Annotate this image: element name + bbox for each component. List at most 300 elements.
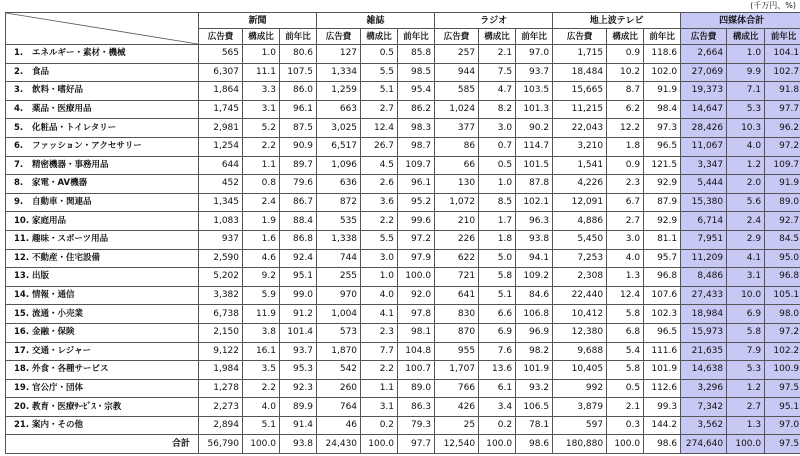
value-cell: 86.0 <box>280 82 317 101</box>
value-cell: 5.3 <box>727 361 765 380</box>
value-cell: 2.2 <box>243 137 280 156</box>
value-cell: 4.6 <box>243 249 280 268</box>
value-cell: 2.7 <box>727 398 765 417</box>
value-cell: 11,209 <box>681 249 727 268</box>
value-cell: 2,273 <box>199 398 243 417</box>
category-name: 流通・小売業 <box>32 308 84 319</box>
value-cell: 18,984 <box>681 305 727 324</box>
value-cell: 5.9 <box>243 286 280 305</box>
category-name: 薬品・医療用品 <box>32 104 92 115</box>
media-header-magazine: 雑誌 <box>317 13 435 29</box>
value-cell: 92.9 <box>644 175 681 194</box>
value-cell: 101.9 <box>644 361 681 380</box>
category-name: 家電・AV機器 <box>32 178 88 189</box>
value-cell: 3,025 <box>317 119 361 138</box>
category-name: 趣味・スポーツ用品 <box>32 234 109 245</box>
value-cell: 1.8 <box>607 137 644 156</box>
value-cell: 2,894 <box>199 416 243 435</box>
category-cell <box>6 82 199 101</box>
value-cell: 11,067 <box>681 137 727 156</box>
value-cell: 101.9 <box>516 361 553 380</box>
value-cell: 3.8 <box>243 323 280 342</box>
value-cell: 12,540 <box>435 435 479 454</box>
value-cell: 1,745 <box>199 100 243 119</box>
value-cell: 1.1 <box>243 156 280 175</box>
value-cell: 4,886 <box>553 212 607 231</box>
category-name: 情報・通信 <box>32 290 75 301</box>
value-cell: 7.7 <box>361 342 398 361</box>
category-cell <box>6 45 199 64</box>
category-name: 自動車・関連品 <box>32 197 92 208</box>
value-cell: 89.9 <box>280 398 317 417</box>
category-cell <box>6 416 199 435</box>
value-cell: 5.6 <box>727 193 765 212</box>
value-cell: 14,638 <box>681 361 727 380</box>
media-header-radio: ラジオ <box>435 13 553 29</box>
value-cell: 10.3 <box>727 119 765 138</box>
value-cell: 3,210 <box>553 137 607 156</box>
table-row <box>6 342 800 361</box>
table-row <box>6 305 800 324</box>
value-cell: 97.0 <box>765 416 800 435</box>
value-cell: 4.7 <box>479 82 516 101</box>
value-cell: 84.5 <box>765 230 800 249</box>
value-cell: 95.1 <box>280 268 317 287</box>
category-number: 3. <box>14 85 24 96</box>
value-cell: 6,517 <box>317 137 361 156</box>
value-cell: 15,973 <box>681 323 727 342</box>
value-cell: 19,373 <box>681 82 727 101</box>
value-cell: 1.0 <box>727 45 765 64</box>
value-cell: 66 <box>435 156 479 175</box>
value-cell: 91.9 <box>765 175 800 194</box>
value-cell: 2,664 <box>681 45 727 64</box>
category-cell <box>6 119 199 138</box>
value-cell: 5.8 <box>607 361 644 380</box>
table-row <box>6 323 800 342</box>
value-cell: 644 <box>199 156 243 175</box>
value-cell: 2.2 <box>361 361 398 380</box>
value-cell: 5,450 <box>553 230 607 249</box>
value-cell: 109.7 <box>765 156 800 175</box>
value-cell: 109.2 <box>516 268 553 287</box>
value-cell: 597 <box>553 416 607 435</box>
value-cell: 79.6 <box>280 175 317 194</box>
value-cell: 535 <box>317 212 361 231</box>
value-cell: 3,347 <box>681 156 727 175</box>
category-name: 化粧品・トイレタリー <box>32 122 117 133</box>
value-cell: 7.6 <box>479 342 516 361</box>
total-label: 合計 <box>6 435 199 454</box>
value-cell: 1,707 <box>435 361 479 380</box>
value-cell: 1,338 <box>317 230 361 249</box>
value-cell: 1.9 <box>243 212 280 231</box>
value-cell: 426 <box>435 398 479 417</box>
value-cell: 12,380 <box>553 323 607 342</box>
value-cell: 1.3 <box>607 268 644 287</box>
category-number: 7. <box>14 159 24 170</box>
category-cell <box>6 323 199 342</box>
value-cell: 2,590 <box>199 249 243 268</box>
value-cell: 944 <box>435 63 479 82</box>
table-row <box>6 416 800 435</box>
value-cell: 2.2 <box>361 212 398 231</box>
value-cell: 2.0 <box>727 175 765 194</box>
value-cell: 97.8 <box>398 305 435 324</box>
value-cell: 1,254 <box>199 137 243 156</box>
subheader-cell: 広告費 <box>199 29 243 45</box>
media-header-row <box>6 13 800 29</box>
value-cell: 0.5 <box>361 45 398 64</box>
value-cell: 144.2 <box>644 416 681 435</box>
subheader-cell: 構成比 <box>607 29 644 45</box>
value-cell: 1,004 <box>317 305 361 324</box>
subheader-cell: 広告費 <box>681 29 727 45</box>
value-cell: 830 <box>435 305 479 324</box>
value-cell: 5.0 <box>479 249 516 268</box>
value-cell: 100.7 <box>398 361 435 380</box>
value-cell: 121.5 <box>644 156 681 175</box>
value-cell: 2.7 <box>361 100 398 119</box>
subheader-cell: 構成比 <box>243 29 280 45</box>
table-row <box>6 379 800 398</box>
value-cell: 5.1 <box>243 416 280 435</box>
value-cell: 955 <box>435 342 479 361</box>
value-cell: 86 <box>435 137 479 156</box>
value-cell: 585 <box>435 82 479 101</box>
value-cell: 9.9 <box>727 63 765 82</box>
value-cell: 98.0 <box>765 305 800 324</box>
value-cell: 1,096 <box>317 156 361 175</box>
value-cell: 3,879 <box>553 398 607 417</box>
value-cell: 84.6 <box>516 286 553 305</box>
value-cell: 101.3 <box>516 100 553 119</box>
table-row <box>6 175 800 194</box>
table-body <box>6 45 800 454</box>
value-cell: 21,635 <box>681 342 727 361</box>
value-cell: 104.8 <box>398 342 435 361</box>
category-number: 4. <box>14 104 24 115</box>
value-cell: 6.8 <box>607 323 644 342</box>
category-number: 21. <box>14 420 30 431</box>
value-cell: 96.8 <box>765 268 800 287</box>
category-number: 9. <box>14 197 24 208</box>
value-cell: 93.2 <box>516 379 553 398</box>
value-cell: 3.0 <box>479 119 516 138</box>
value-cell: 3.4 <box>479 398 516 417</box>
table-row <box>6 249 800 268</box>
value-cell: 26.7 <box>361 137 398 156</box>
value-cell: 5,444 <box>681 175 727 194</box>
category-number: 10. <box>14 215 30 226</box>
value-cell: 22,043 <box>553 119 607 138</box>
value-cell: 5.1 <box>479 286 516 305</box>
value-cell: 100.0 <box>398 268 435 287</box>
value-cell: 1.8 <box>479 230 516 249</box>
value-cell: 95.2 <box>398 193 435 212</box>
value-cell: 6.7 <box>607 193 644 212</box>
value-cell: 96.5 <box>644 323 681 342</box>
value-cell: 4.1 <box>727 249 765 268</box>
value-cell: 1,541 <box>553 156 607 175</box>
table-row <box>6 82 800 101</box>
value-cell: 97.3 <box>644 119 681 138</box>
category-name: 不動産・住宅設備 <box>32 252 101 263</box>
value-cell: 1,072 <box>435 193 479 212</box>
value-cell: 12.2 <box>607 119 644 138</box>
value-cell: 94.1 <box>516 249 553 268</box>
value-cell: 5,202 <box>199 268 243 287</box>
value-cell: 102.1 <box>516 193 553 212</box>
value-cell: 0.3 <box>607 416 644 435</box>
table-row <box>6 193 800 212</box>
value-cell: 4.0 <box>607 249 644 268</box>
value-cell: 106.8 <box>516 305 553 324</box>
category-name: ファッション・アクセサリー <box>32 141 142 152</box>
value-cell: 255 <box>317 268 361 287</box>
value-cell: 78.1 <box>516 416 553 435</box>
value-cell: 15,380 <box>681 193 727 212</box>
value-cell: 1.0 <box>361 268 398 287</box>
value-cell: 89.7 <box>280 156 317 175</box>
value-cell: 8.2 <box>479 100 516 119</box>
value-cell: 5.4 <box>607 342 644 361</box>
value-cell: 11.9 <box>243 305 280 324</box>
category-cell <box>6 63 199 82</box>
value-cell: 2.4 <box>243 193 280 212</box>
value-cell: 452 <box>199 175 243 194</box>
value-cell: 2,981 <box>199 119 243 138</box>
value-cell: 86.2 <box>398 100 435 119</box>
value-cell: 8,486 <box>681 268 727 287</box>
value-cell: 98.5 <box>398 63 435 82</box>
value-cell: 101.4 <box>280 323 317 342</box>
value-cell: 2.3 <box>361 323 398 342</box>
value-cell: 1,345 <box>199 193 243 212</box>
value-cell: 98.6 <box>644 435 681 454</box>
value-cell: 24,430 <box>317 435 361 454</box>
subheader-cell: 広告費 <box>435 29 479 45</box>
value-cell: 4,226 <box>553 175 607 194</box>
category-cell <box>6 286 199 305</box>
value-cell: 105.1 <box>765 286 800 305</box>
value-cell: 95.0 <box>765 249 800 268</box>
value-cell: 2.3 <box>607 175 644 194</box>
value-cell: 100.9 <box>765 361 800 380</box>
value-cell: 1,715 <box>553 45 607 64</box>
value-cell: 111.6 <box>644 342 681 361</box>
table-row <box>6 45 800 64</box>
value-cell: 98.2 <box>516 342 553 361</box>
value-cell: 81.1 <box>644 230 681 249</box>
category-number: 18. <box>14 364 30 375</box>
value-cell: 92.3 <box>280 379 317 398</box>
value-cell: 6,714 <box>681 212 727 231</box>
value-cell: 96.1 <box>280 100 317 119</box>
value-cell: 0.2 <box>479 416 516 435</box>
category-name: 金融・保険 <box>32 327 75 338</box>
value-cell: 91.2 <box>280 305 317 324</box>
value-cell: 100.0 <box>243 435 280 454</box>
value-cell: 86.7 <box>280 193 317 212</box>
value-cell: 97.2 <box>765 137 800 156</box>
value-cell: 99.3 <box>644 398 681 417</box>
value-cell: 663 <box>317 100 361 119</box>
category-cell <box>6 137 199 156</box>
value-cell: 130 <box>435 175 479 194</box>
value-cell: 11,215 <box>553 100 607 119</box>
value-cell: 97.7 <box>398 435 435 454</box>
value-cell: 0.2 <box>361 416 398 435</box>
value-cell: 2.4 <box>727 212 765 231</box>
category-number: 2. <box>14 66 24 77</box>
category-cell <box>6 342 199 361</box>
value-cell: 1,024 <box>435 100 479 119</box>
value-cell: 1.0 <box>479 175 516 194</box>
value-cell: 636 <box>317 175 361 194</box>
value-cell: 27,433 <box>681 286 727 305</box>
value-cell: 95.4 <box>398 82 435 101</box>
value-cell: 89.0 <box>398 379 435 398</box>
value-cell: 9.2 <box>243 268 280 287</box>
category-name: 交通・レジャー <box>32 345 92 356</box>
subheader-cell: 前年比 <box>765 29 800 45</box>
value-cell: 95.1 <box>765 398 800 417</box>
value-cell: 1.0 <box>243 45 280 64</box>
value-cell: 97.2 <box>398 230 435 249</box>
category-number: 14. <box>14 290 30 301</box>
value-cell: 27,069 <box>681 63 727 82</box>
value-cell: 3.1 <box>361 398 398 417</box>
value-cell: 4.0 <box>361 286 398 305</box>
value-cell: 102.3 <box>644 305 681 324</box>
value-cell: 1,259 <box>317 82 361 101</box>
category-number: 11. <box>14 234 30 245</box>
value-cell: 5.8 <box>607 305 644 324</box>
value-cell: 107.6 <box>644 286 681 305</box>
table-row <box>6 119 800 138</box>
category-name: 精密機器・事務用品 <box>32 159 109 170</box>
value-cell: 14,647 <box>681 100 727 119</box>
table-row <box>6 137 800 156</box>
value-cell: 257 <box>435 45 479 64</box>
ad-expenditure-table <box>5 12 800 454</box>
value-cell: 1.2 <box>727 379 765 398</box>
category-name: 官公庁・団体 <box>32 382 84 393</box>
value-cell: 91.4 <box>280 416 317 435</box>
value-cell: 7.9 <box>727 342 765 361</box>
value-cell: 6,738 <box>199 305 243 324</box>
value-cell: 6.6 <box>479 305 516 324</box>
value-cell: 5.2 <box>243 119 280 138</box>
value-cell: 5.5 <box>361 63 398 82</box>
value-cell: 95.3 <box>280 361 317 380</box>
value-cell: 93.7 <box>280 342 317 361</box>
subheader-cell: 広告費 <box>553 29 607 45</box>
value-cell: 1,870 <box>317 342 361 361</box>
value-cell: 112.6 <box>644 379 681 398</box>
value-cell: 377 <box>435 119 479 138</box>
value-cell: 210 <box>435 212 479 231</box>
value-cell: 2.9 <box>727 230 765 249</box>
value-cell: 91.9 <box>644 82 681 101</box>
value-cell: 2.1 <box>479 45 516 64</box>
value-cell: 12.4 <box>361 119 398 138</box>
value-cell: 102.2 <box>765 342 800 361</box>
value-cell: 16.1 <box>243 342 280 361</box>
value-cell: 970 <box>317 286 361 305</box>
value-cell: 90.2 <box>516 119 553 138</box>
value-cell: 7.5 <box>479 63 516 82</box>
value-cell: 96.2 <box>765 119 800 138</box>
value-cell: 870 <box>435 323 479 342</box>
category-cell <box>6 361 199 380</box>
value-cell: 8.5 <box>479 193 516 212</box>
value-cell: 0.9 <box>607 156 644 175</box>
value-cell: 1,334 <box>317 63 361 82</box>
value-cell: 87.8 <box>516 175 553 194</box>
value-cell: 7.1 <box>727 82 765 101</box>
category-cell <box>6 156 199 175</box>
value-cell: 96.3 <box>516 212 553 231</box>
category-number: 12. <box>14 252 30 263</box>
value-cell: 98.3 <box>398 119 435 138</box>
value-cell: 102.0 <box>644 63 681 82</box>
value-cell: 3.1 <box>243 100 280 119</box>
subheader-cell: 構成比 <box>479 29 516 45</box>
value-cell: 3.0 <box>607 230 644 249</box>
category-name: エネルギー・素材・機械 <box>32 48 126 59</box>
category-name: 案内・その他 <box>32 420 84 431</box>
value-cell: 3.1 <box>727 268 765 287</box>
value-cell: 3.6 <box>361 193 398 212</box>
value-cell: 100.0 <box>727 435 765 454</box>
category-name: 出版 <box>32 271 50 282</box>
category-cell <box>6 249 199 268</box>
category-cell <box>6 305 199 324</box>
value-cell: 8.7 <box>607 82 644 101</box>
table-row <box>6 361 800 380</box>
value-cell: 2.1 <box>607 398 644 417</box>
value-cell: 622 <box>435 249 479 268</box>
value-cell: 86.8 <box>280 230 317 249</box>
value-cell: 127 <box>317 45 361 64</box>
value-cell: 91.8 <box>765 82 800 101</box>
value-cell: 6.9 <box>727 305 765 324</box>
table-row <box>6 286 800 305</box>
value-cell: 97.5 <box>765 435 800 454</box>
subheader-cell: 前年比 <box>398 29 435 45</box>
value-cell: 3,562 <box>681 416 727 435</box>
subheader-cell: 前年比 <box>644 29 681 45</box>
value-cell: 56,790 <box>199 435 243 454</box>
value-cell: 106.5 <box>516 398 553 417</box>
value-cell: 96.8 <box>644 268 681 287</box>
value-cell: 97.5 <box>765 379 800 398</box>
value-cell: 7,951 <box>681 230 727 249</box>
category-cell <box>6 212 199 231</box>
value-cell: 764 <box>317 398 361 417</box>
value-cell: 5.5 <box>361 230 398 249</box>
value-cell: 0.5 <box>479 156 516 175</box>
value-cell: 0.9 <box>607 45 644 64</box>
value-cell: 98.4 <box>644 100 681 119</box>
value-cell: 100.0 <box>607 435 644 454</box>
value-cell: 2,150 <box>199 323 243 342</box>
value-cell: 22,440 <box>553 286 607 305</box>
value-cell: 18,484 <box>553 63 607 82</box>
value-cell: 0.5 <box>607 379 644 398</box>
